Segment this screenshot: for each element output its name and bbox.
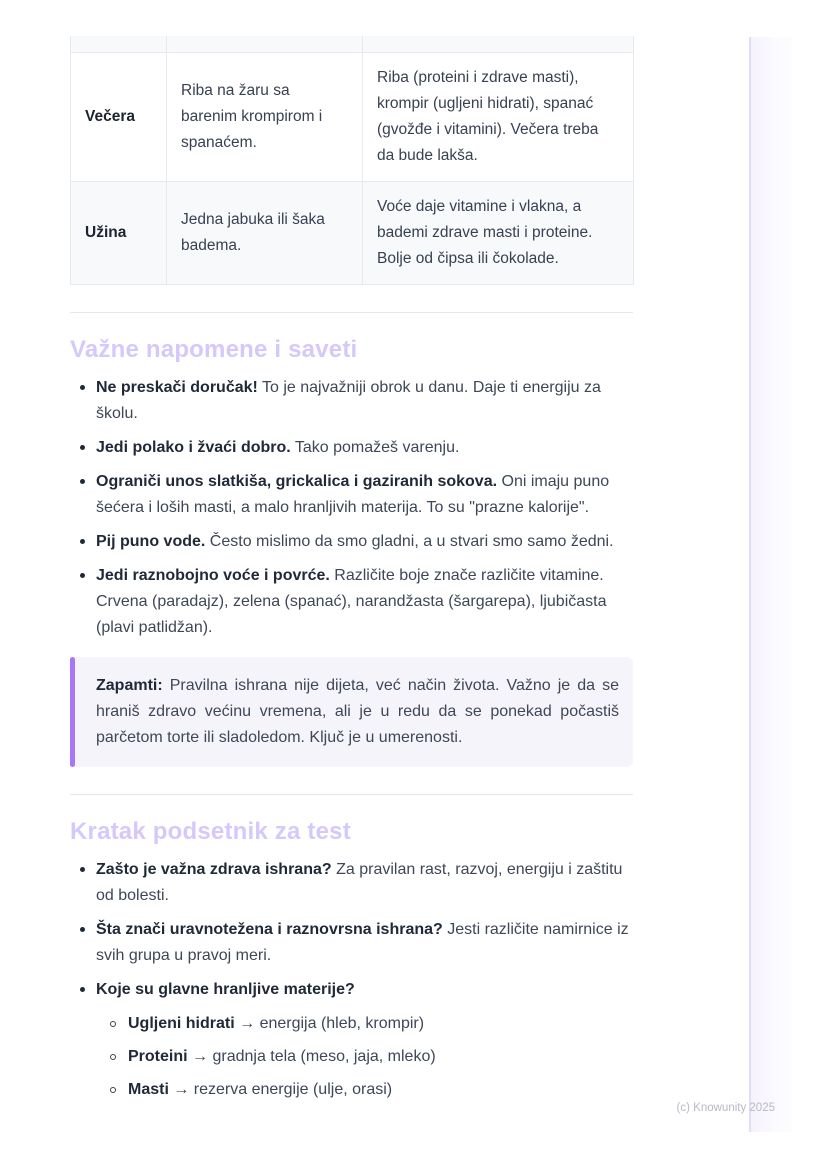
meal-table <box>70 36 634 285</box>
bullet-lead: Koje su glavne hranljive materije? <box>96 980 355 998</box>
bullet-lead: Ugljeni hidrati <box>128 1014 235 1032</box>
list-item <box>70 375 633 427</box>
bullet-text: Često mislimo da smo gladni, a u stvari smo samo žedni. <box>209 532 614 550</box>
bullet-lead: Zašto je važna zdrava ishrana? <box>96 860 332 878</box>
meal-explanation-cell: Voće daje vitamine i vlakna, a bademi zdrave masti i proteine. Bolje od čipsa ili čokolade. <box>363 181 634 284</box>
bullet-text: → gradnja tela (meso, jaja, mleko) <box>192 1047 436 1065</box>
list-item <box>70 857 633 909</box>
bullet-text: To je najvažniji obrok u danu. Daje ti energiju za školu. <box>96 378 601 422</box>
section-heading: Važne napomene i saveti <box>70 335 358 363</box>
meal-description-cell <box>167 36 363 52</box>
bullet-lead: Jedi raznobojno voće i povrće. <box>96 566 330 584</box>
notes-list <box>70 375 633 641</box>
bullet-lead: Masti <box>128 1080 169 1098</box>
meal-name-cell: Užina <box>71 181 167 284</box>
meal-name-cell: Večera <box>71 52 167 181</box>
bullet-lead: Ograniči unos slatkiša, grickalica i gaziranih sokova. <box>96 472 498 490</box>
meal-explanation-cell: Riba (proteini i zdrave masti), krompir (ugljeni hidrati), spanać (gvožđe i vitamini). Večera treba da bude lakša. <box>363 52 634 181</box>
list-item <box>70 469 633 521</box>
meal-description-cell: Riba na žaru sa barenim krompirom i spanaćem. <box>167 52 363 181</box>
meal-description-cell: Jedna jabuka ili šaka badema. <box>167 181 363 284</box>
bullet-lead: Pij puno vode. <box>96 532 206 550</box>
bullet-lead: Šta znači uravnotežena i raznovrsna ishrana? <box>96 920 443 938</box>
bullet-lead: Jedi polako i žvaći dobro. <box>96 438 291 456</box>
bullet-text: Oni imaju puno šećera i loših masti, a malo hranljivih materija. To su "prazne kalorije". <box>96 472 610 516</box>
page-edge-band <box>749 37 792 1132</box>
test-reminder-list <box>70 857 633 1103</box>
table-row-fragment <box>71 36 634 52</box>
copyright-watermark: (c) Knowunity 2025 <box>676 1102 775 1114</box>
bullet-text: → energija (hleb, krompir) <box>239 1014 425 1032</box>
table-row <box>71 181 634 284</box>
bullet-text: Jesti različite namirnice iz svih grupa u pravoj meri. <box>96 920 629 964</box>
reminder-callout <box>70 657 633 767</box>
bullet-lead: Proteini <box>128 1047 188 1065</box>
meal-explanation-cell <box>363 36 634 52</box>
section-divider <box>70 312 633 313</box>
list-item <box>70 529 633 555</box>
list-item <box>70 435 633 461</box>
sub-list-item <box>96 1011 633 1037</box>
bullet-lead: Ne preskači doručak! <box>96 378 258 396</box>
list-item <box>70 977 633 1103</box>
list-item <box>70 917 633 969</box>
bullet-text: Za pravilan rast, razvoj, energiju i zaštitu od bolesti. <box>96 860 623 904</box>
bullet-text: → rezerva energije (ulje, orasi) <box>173 1080 393 1098</box>
nutrients-sublist <box>96 1011 633 1103</box>
section-divider <box>70 794 633 795</box>
meal-name-cell <box>71 36 167 52</box>
section-heading: Kratak podsetnik za test <box>70 817 351 845</box>
bullet-text: Različite boje znače različite vitamine. Crvena (paradajz), zelena (spanać), narandžasta (šargarepa), ljubičasta (plavi patlidžan). <box>96 566 607 636</box>
bullet-text: Tako pomažeš varenju. <box>294 438 460 456</box>
callout-text: Pravilna ishrana nije dijeta, već način života. Važno je da se hraniš zdravo većinu vremena, ali je u redu da se ponekad počastiš parčetom torte ili sladoledom. Ključ je u umerenosti. <box>96 676 619 746</box>
callout-lead: Zapamti: <box>96 676 163 694</box>
document-page <box>70 36 633 1111</box>
list-item <box>70 563 633 641</box>
table-row <box>71 52 634 181</box>
sub-list-item <box>96 1077 633 1103</box>
sub-list-item <box>96 1044 633 1070</box>
